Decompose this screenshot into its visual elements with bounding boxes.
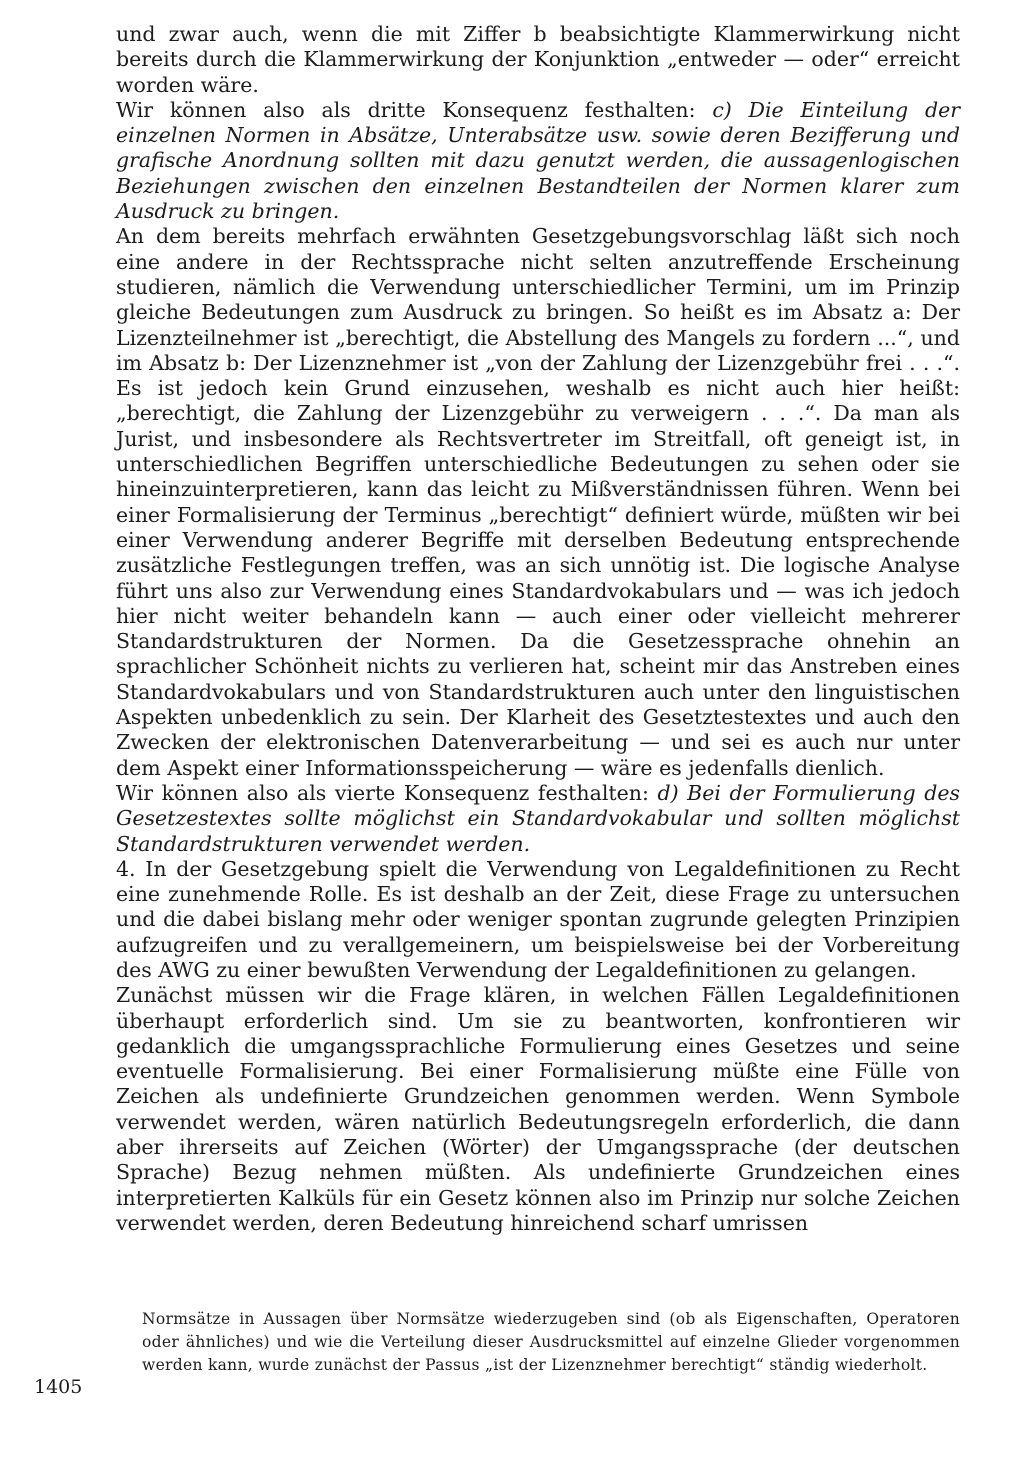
paragraph-text: Wir können also als vierte Konsequenz festhalten: [116, 780, 658, 805]
paragraph-section-4 [116, 857, 960, 983]
paragraph-text: Zunächst müssen wir die Frage klären, in welchen Fällen Legaldefinitionen überhaupt erforderlich sind. Um sie zu beantworten, konfrontieren wir gedanklich die umgangssprachliche Formulierung eines Gesetzes und seine eventuelle Formalisierung. Bei einer Formalisierung müßte eine Fülle von Zeichen als undefinierte Grundzeichen genommen werden. Wenn Symbole verwendet werden, wären natürlich Bedeutungsregeln erforderlich, die dann aber ihrerseits auf Zeichen (Wörter) der Umgangssprache (der deutschen Sprache) Bezug nehmen müßten. Als undefinierte Grundzeichen eines interpretierten Kalküls für ein Gesetz können also im Prinzip nur solche Zeichen verwendet werden, deren Bedeutung hinreichend scharf umrissen [116, 983, 960, 1235]
footnote [142, 1308, 960, 1376]
consequence-d-emphasis: d) Bei der Formulierung des Gesetzestextes sollte möglichst ein Standardvokabular und sollten möglichst Standardstrukturen verwendet werden. [116, 780, 960, 856]
paragraph-terminology [116, 224, 960, 781]
paragraph-legal-definitions [116, 983, 960, 1236]
paragraph-text: An dem bereits mehrfach erwähnten Gesetzgebungsvorschlag läßt sich noch eine andere in der Rechtssprache nicht selten anzutreffende Erscheinung studieren, nämlich die Verwendung unterschiedlicher Termini, um im Prinzip gleiche Bedeutungen zum Ausdruck zu bringen. So heißt es im Absatz a: Der Lizenzteilnehmer ist „berechtigt, die Abstellung des Mangels zu fordern ...“, und im Absatz b: Der Lizenznehmer ist „von der Zahlung der Lizenzgebühr frei . . .“. Es ist jedoch kein Grund einzusehen, weshalb es nicht auch hier heißt: „berechtigt, die Zahlung der Lizenzgebühr zu verweigern . . .“. Da man als Jurist, und insbesondere als Rechtsvertreter im Streitfall, oft geneigt ist, in unterschiedlichen Begriffen unterschiedliche Bedeutungen zu sehen oder sie hineinzuinterpretieren, kann das leicht zu Mißverständnissen führen. Wenn bei einer Formalisierung der Terminus „berechtigt“ definiert würde, müßten wir bei einer Verwendung anderer Begriffe mit derselben Bedeutung entsprechende zusätzliche Festlegungen treffen, was an sich unnötig ist. Die logische Analyse führt uns also zur Verwendung eines Standardvokabulars und — was ich jedoch hier nicht weiter behandeln kann — auch einer oder vielleicht mehrerer Standardstrukturen der Normen. Da die Gesetzessprache ohnehin an sprachlicher Schönheit nichts zu verlieren hat, scheint mir das Anstreben eines Standardvokabulars und von Standardstrukturen auch unter den linguistischen Aspekten unbedenklich zu sein. Der Klarheit des Gesetztestextes und auch den Zwecken der elektronischen Datenverarbeitung — und sei es auch nur unter dem Aspekt einer Informationsspeicherung — wäre es jedenfalls dienlich. [116, 224, 960, 780]
page-number: 1405 [34, 1376, 83, 1398]
paragraph-continuation [116, 22, 960, 98]
paragraph-third-consequence [116, 98, 960, 224]
footnote-text: Normsätze in Aussagen über Normsätze wiederzugeben sind (ob als Eigenschaften, Operatoren oder ähnliches) und wie die Verteilung dieser Ausdrucksmittel auf einzelne Glieder vorgenommen werden kann, wurde zunächst der Passus „ist der Lizenznehmer berechtigt“ ständig wiederholt. [142, 1310, 960, 1374]
consequence-c-emphasis: c) Die Einteilung der einzelnen Normen in Absätze, Unterabsätze usw. sowie deren Bezifferung und grafische Anordnung sollten mit dazu genutzt werden, die aussagenlogischen Beziehungen zwischen den einzelnen Bestandteilen der Normen klarer zum Ausdruck zu bringen. [116, 97, 960, 224]
paragraph-fourth-consequence [116, 781, 960, 857]
main-text-body [116, 22, 960, 1236]
paragraph-text: und zwar auch, wenn die mit Ziffer b beabsichtigte Klammerwirkung nicht bereits durch die Klammerwirkung der Konjunktion „entweder — oder“ erreicht worden wäre. [116, 22, 960, 97]
paragraph-text: Wir können also als dritte Konsequenz festhalten: [116, 97, 713, 122]
paragraph-text: 4. In der Gesetzgebung spielt die Verwendung von Legaldefinitionen zu Recht eine zunehmende Rolle. Es ist deshalb an der Zeit, diese Frage zu untersuchen und die dabei bislang mehr oder weniger spontan zugrunde gelegten Prinzipien aufzugreifen und zu verallgemeinern, um beispielsweise bei der Vorbereitung des AWG zu einer bewußten Verwendung der Legaldefinitionen zu gelangen. [116, 856, 960, 982]
